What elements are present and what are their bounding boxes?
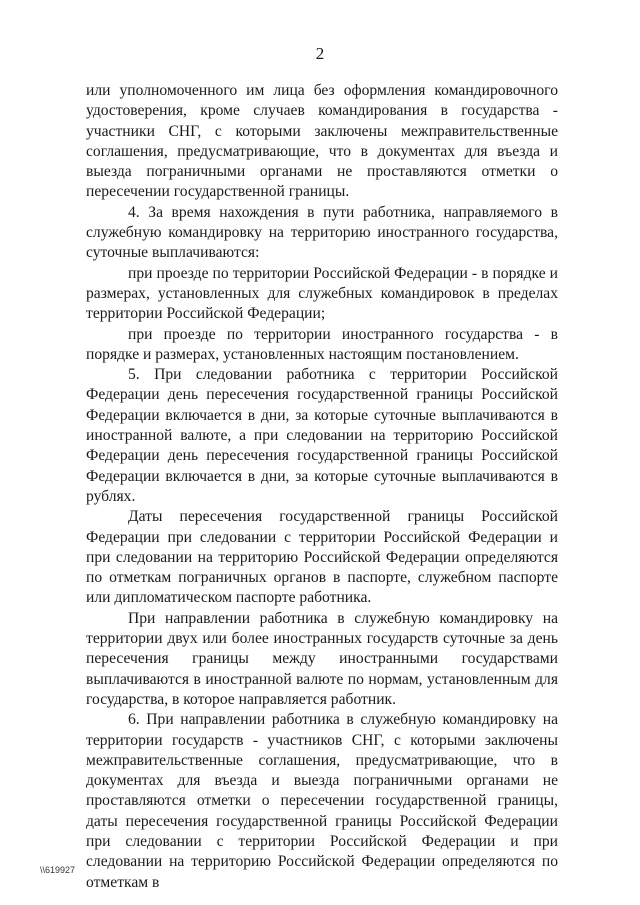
paragraph-item-5: 5. При следовании работника с территории Российской Федерации день пересечения государственной границы Российской Федерации включается в дни, за которые суточные выплачиваются в иностранной валюте, а при следовании на территорию Российской Федерации день пересечения государственной границы Российской Федерации включается в дни, за которые суточные выплачиваются в рублях. <box>86 366 558 505</box>
page-number: 2 <box>315 44 325 63</box>
paragraph-border-dates: Даты пересечения государственной границы Российской Федерации при следовании с территории Российской Федерации и при следовании на территорию Российской Федерации определяются по отметкам пограничных органов в паспорте, служебном паспорте или дипломатическом паспорте работника. <box>86 508 558 607</box>
document-footer-code: \\619927 <box>40 865 76 875</box>
paragraph-item-4: 4. За время нахождения в пути работника, направляемого в служебную командировку на территорию иностранного государства, суточные выплачиваются: <box>86 203 558 262</box>
document-body <box>86 81 558 893</box>
paragraph-multiple-states: При направлении работника в служебную командировку на территории двух или более иностранных государств суточные за день пересечения границы между иностранными государствами выплачиваются в иностранной валюте по нормам, установленным для государства, в которое направляется работник. <box>86 609 558 708</box>
paragraph-item-6: 6. При направлении работника в служебную командировку на территории государств - участников СНГ, с которыми заключены межправительственные соглашения, предусматривающие, что в документах для въезда и выезда пограничными органами не проставляются отметки о пересечении государственной границы, даты пересечения государственной границы Российской Федерации при следовании с территории Российской Федерации и при следовании на территорию Российской Федерации определяются по отметкам в <box>86 711 558 891</box>
paragraph-item-4-foreign-transit: при проезде по территории иностранного государства - в порядке и размерах, установленных настоящим постановлением. <box>86 325 558 363</box>
paragraph-item-4-russia-transit: при проезде по территории Российской Федерации - в порядке и размерах, установленных для служебных командировок в пределах территории Российской Федерации; <box>86 264 558 323</box>
paragraph-continuation: или уполномоченного им лица без оформления командировочного удостоверения, кроме случаев командирования в государства - участники СНГ, с которыми заключены межправительственные соглашения, предусматривающие, что в документах для въезда и выезда пограничными органами не проставляются отметки о пересечении государственной границы. <box>86 82 558 201</box>
